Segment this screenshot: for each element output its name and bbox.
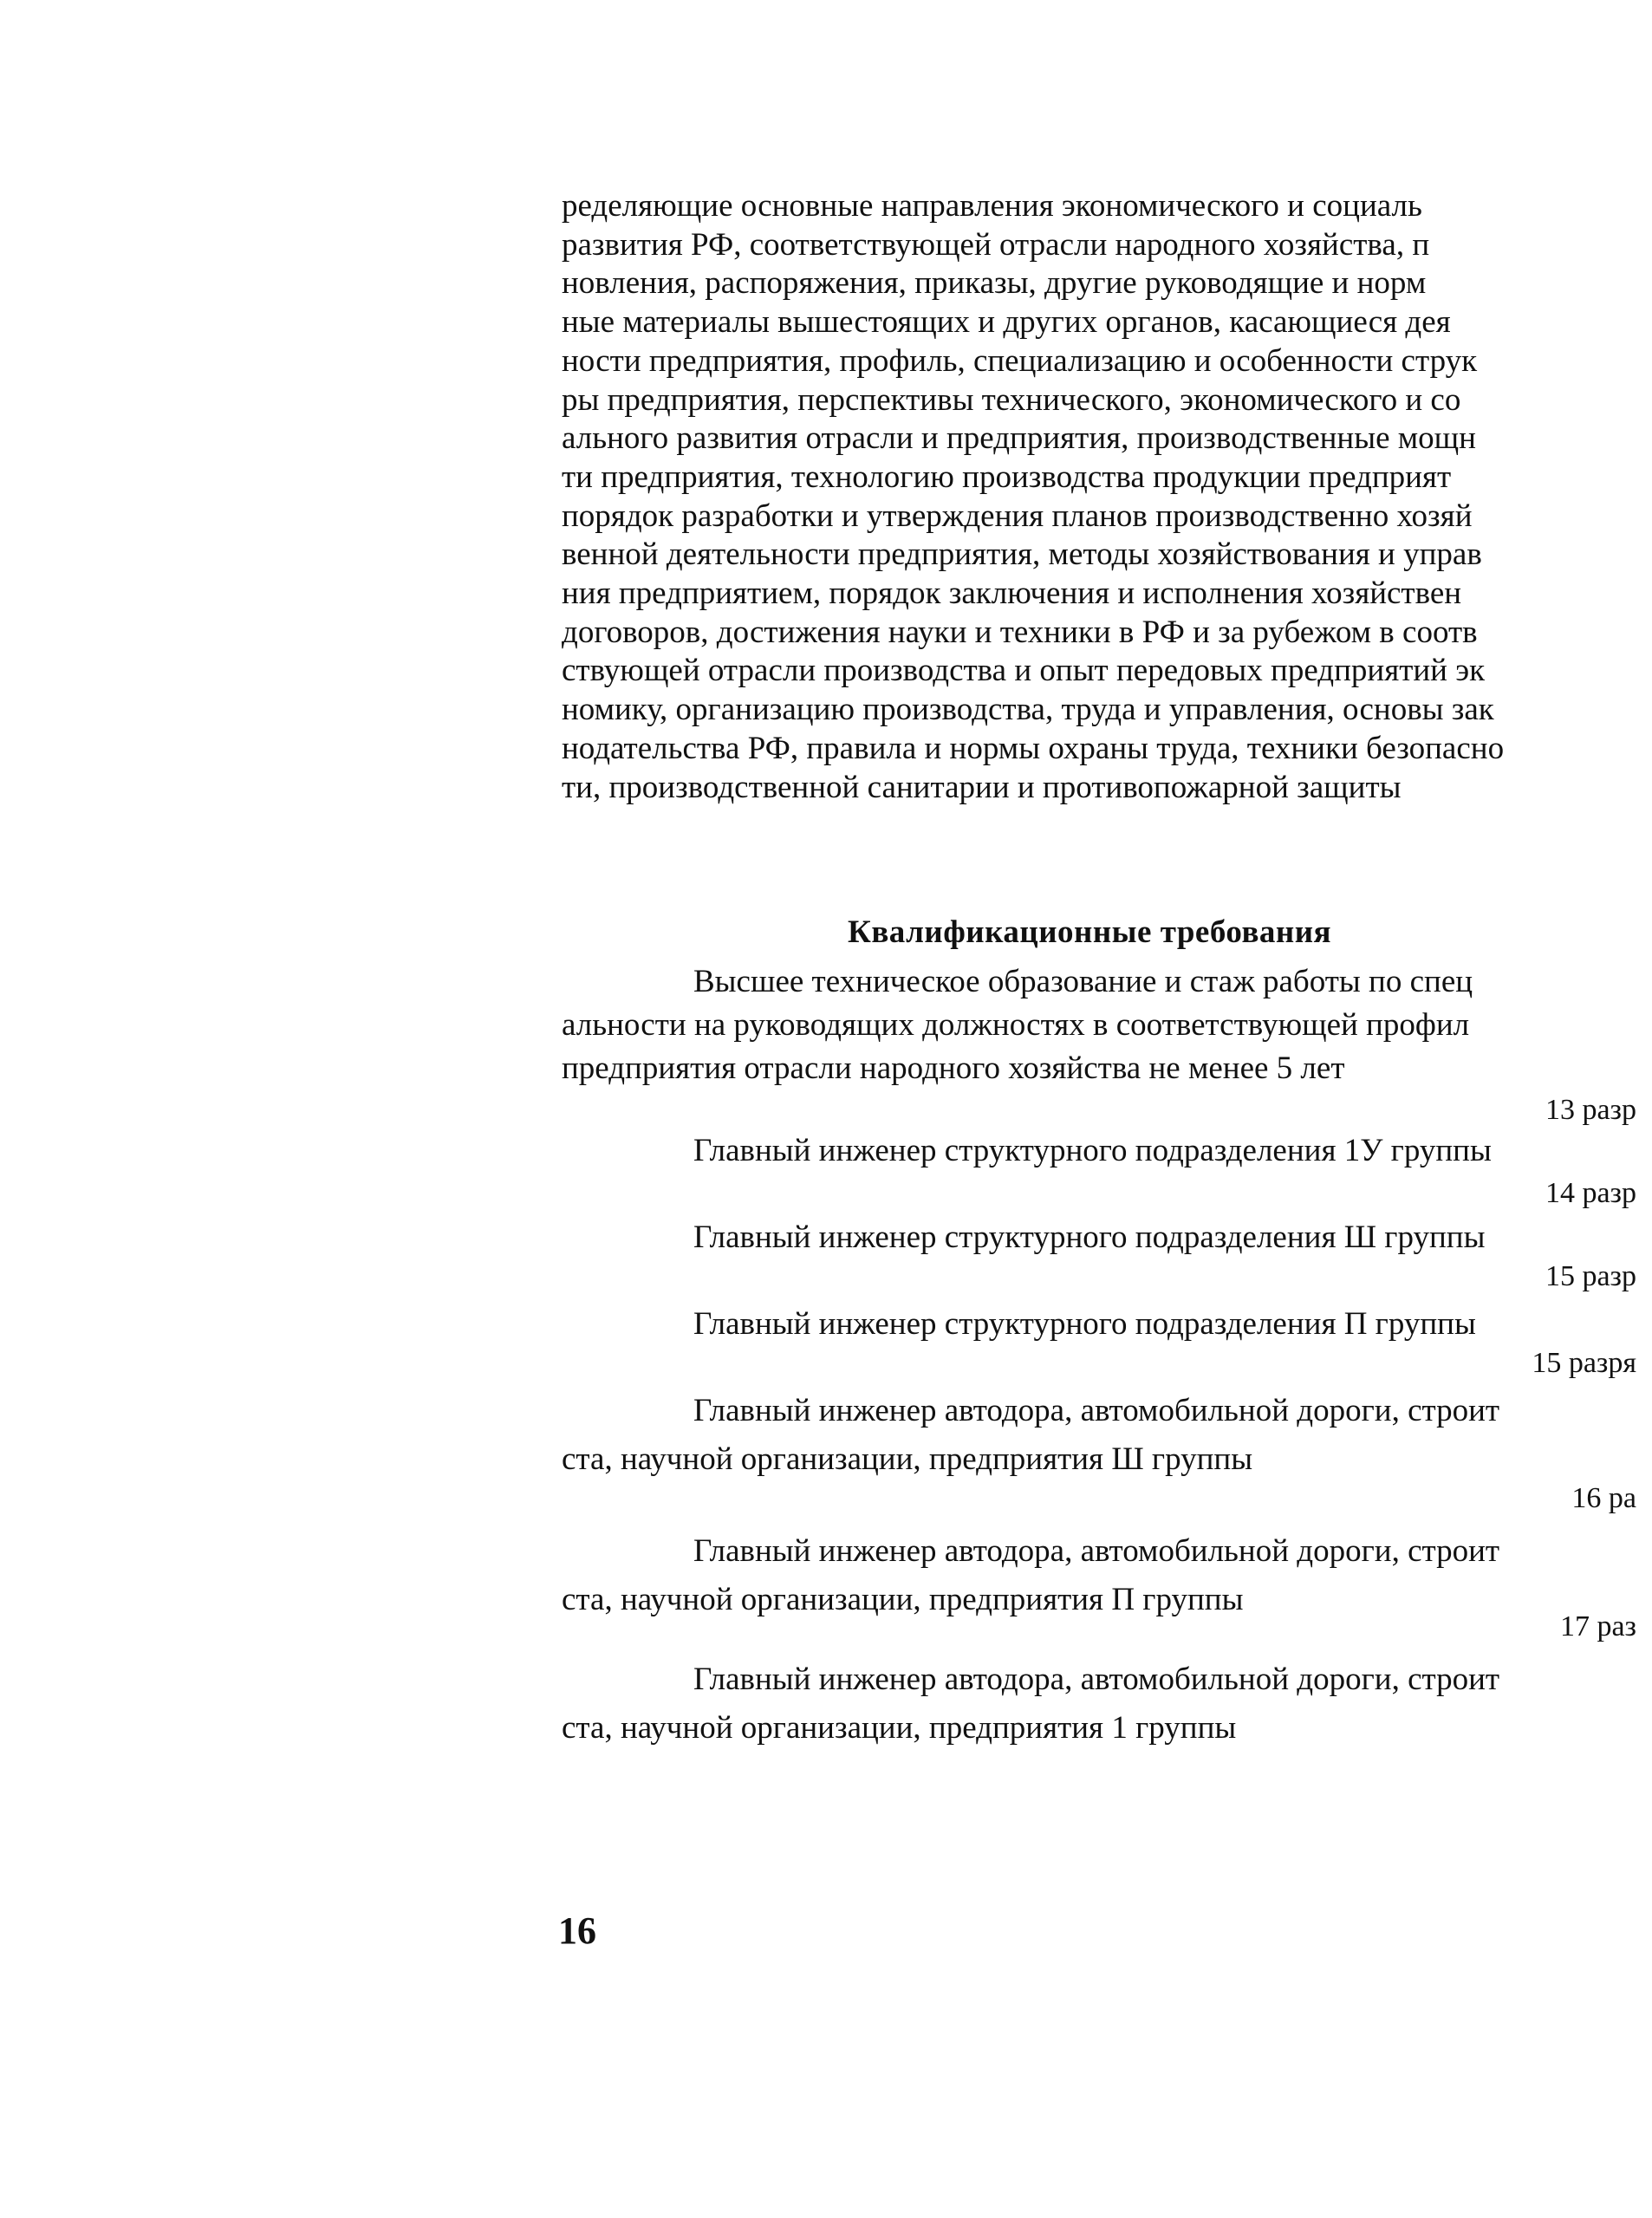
position-title: Главный инженер автодора, автомобильной дороги, строит — [693, 1533, 1500, 1569]
text-line: ствующей отрасли производства и опыт передовых предприятий эк — [562, 653, 1486, 689]
text-line: ального развития отрасли и предприятия, производственные мощн — [562, 420, 1476, 457]
position-entry — [562, 1655, 1636, 1753]
position-title-continuation: ста, научной организации, предприятия Ш группы — [562, 1441, 1253, 1477]
text-line: ния предприятием, порядок заключения и исполнения хозяйствен — [562, 576, 1462, 612]
section-heading: Квалификационные требования — [848, 914, 1332, 950]
grade-label: 14 разр — [1545, 1177, 1636, 1209]
text-line: предприятия отрасли народного хозяйства не менее 5 лет — [562, 1050, 1345, 1086]
page-number: 16 — [558, 1909, 596, 1952]
text-line: ределяющие основные направления экономического и социаль — [562, 188, 1422, 224]
text-line: ти, производственной санитарии и противопожарной защиты — [562, 769, 1402, 805]
grade-label: 16 ра — [1571, 1482, 1636, 1514]
text-line: новления, распоряжения, приказы, другие руководящие и норм — [562, 265, 1427, 302]
text-line: развития РФ, соответствующей отрасли народного хозяйства, п — [562, 226, 1430, 263]
position-title: Главный инженер структурного подразделения П группы — [693, 1306, 1476, 1342]
position-title: Главный инженер структурного подразделения Ш группы — [693, 1220, 1486, 1255]
requirements-paragraph — [562, 960, 1636, 1090]
text-line: нодательства РФ, правила и нормы охраны труда, техники безопасно — [562, 730, 1505, 766]
position-entry — [562, 1387, 1636, 1484]
text-line: порядок разработки и утверждения планов производственно хозяй — [562, 498, 1473, 534]
text-line: альности на руководящих должностях в соответствующей профил — [562, 1007, 1470, 1043]
grade-label: 15 разря — [1532, 1347, 1636, 1379]
text-line: номику, организацию производства, труда и управления, основы зак — [562, 692, 1494, 728]
grade-label: 15 разр — [1545, 1260, 1636, 1292]
text-line: ные материалы вышестоящих и других органов, касающиеся дея — [562, 304, 1451, 341]
text-line: венной деятельности предприятия, методы хозяйствования и управ — [562, 537, 1482, 573]
position-title: Главный инженер автодора, автомобильной дороги, строит — [693, 1662, 1500, 1697]
grade-label: 17 раз — [1559, 1610, 1636, 1642]
text-line: ности предприятия, профиль, специализацию и особенности струк — [562, 342, 1478, 379]
position-title-continuation: ста, научной организации, предприятия 1 группы — [562, 1710, 1237, 1746]
body-text — [562, 187, 1636, 807]
position-title: Главный инженер автодора, автомобильной дороги, строит — [693, 1393, 1500, 1428]
text-line: Высшее техническое образование и стаж работы по спец — [693, 964, 1473, 999]
position-entry — [562, 1213, 1636, 1262]
text-line: ти предприятия, технологию производства продукции предприят — [562, 459, 1452, 495]
position-entry — [562, 1527, 1636, 1624]
text-line: ры предприятия, перспективы технического, экономического и со — [562, 381, 1461, 418]
position-entry — [562, 1127, 1636, 1175]
grade-label: 13 разр — [1545, 1094, 1636, 1126]
position-title: Главный инженер структурного подразделения 1У группы — [693, 1133, 1492, 1168]
position-entry — [562, 1300, 1636, 1349]
position-title-continuation: ста, научной организации, предприятия П группы — [562, 1582, 1244, 1617]
text-line: договоров, достижения науки и техники в РФ и за рубежом в соотв — [562, 614, 1478, 650]
